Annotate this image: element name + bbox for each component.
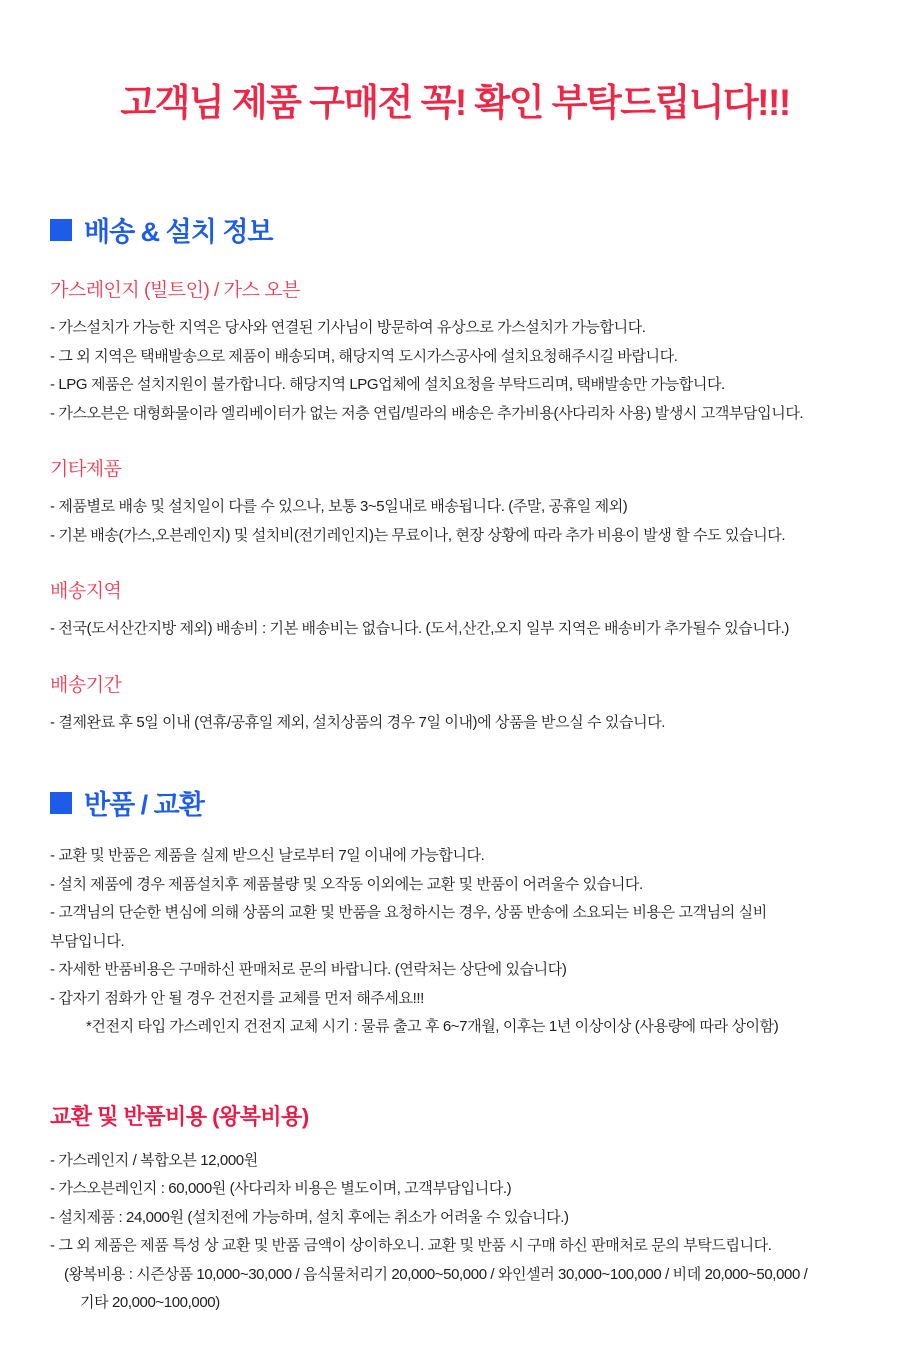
cost-line-roundtrip-continuation: 기타 20,000~100,000) [80, 1294, 220, 1311]
gas-range-lines [50, 314, 860, 428]
subheading-delivery-area: 배송지역 [50, 581, 122, 602]
delivery-area-lines [50, 615, 860, 644]
info-line: - 기본 배송(가스,오븐레인지) 및 설치비(전기레인지)는 무료이나, 현장 상황에 따라 추가 비용이 발생 할 수도 있습니다. [50, 526, 786, 544]
battery-note-line: *건전지 타입 가스레인지 건전지 교체 시기 : 물류 출고 후 6~7개월, 이후는 1년 이상이상 (사용량에 따라 상이함) [86, 1018, 779, 1035]
cost-line: - 가스레인지 / 복합오븐 12,000원 [50, 1151, 258, 1169]
section-heading-shipping-label: 배송 & 설치 정보 [84, 217, 273, 247]
info-line: - 갑자기 점화가 안 될 경우 건전지를 교체를 먼저 해주세요!!! [50, 989, 424, 1007]
info-line: - LPG 제품은 설치지원이 불가합니다. 해당지역 LPG업체에 설치요청을 부탁드리며, 택배발송만 가능합니다. [50, 376, 725, 393]
info-line: - 제품별로 배송 및 설치일이 다를 수 있으나, 보통 3~5일내로 배송됩니다. (주말, 공휴일 제외) [50, 498, 628, 515]
other-products-lines [50, 493, 860, 550]
info-line: - 자세한 반품비용은 구매하신 판매처로 문의 바랍니다. (연락처는 상단에 있습니다) [50, 961, 567, 978]
blue-square-bullet-icon [50, 792, 72, 814]
info-line: - 그 외 지역은 택배발송으로 제품이 배송되며, 해당지역 도시가스공사에 설치요청해주시길 바랍니다. [50, 347, 678, 365]
info-line: - 결제완료 후 5일 이내 (연휴/공휴일 제외, 설치상품의 경우 7일 이내)에 상품을 받으실 수 있습니다. [50, 713, 666, 731]
subheading-gas-range: 가스레인지 (빌트인) / 가스 오븐 [50, 280, 300, 301]
subheading-delivery-period: 배송기간 [50, 674, 122, 696]
cost-line: - 가스오븐레인지 : 60,000원 (사다리차 비용은 별도이며, 고객부담입니다.) [50, 1180, 512, 1197]
info-line: - 고객님의 단순한 변심에 의해 상품의 교환 및 반품을 요청하시는 경우, 상품 반송에 소요되는 비용은 고객님의 실비 [50, 904, 767, 921]
costs-lines [50, 1147, 860, 1318]
section-heading-returns-label: 반품 / 교환 [84, 790, 204, 820]
delivery-period-lines [50, 709, 860, 738]
info-line: - 설치 제품에 경우 제품설치후 제품불량 및 오작동 이외에는 교환 및 반품이 어려울수 있습니다. [50, 875, 643, 893]
page-title: 고객님 제품 구매전 꼭! 확인 부탁드립니다!!! [120, 82, 790, 123]
info-line: - 가스오븐은 대형화물이라 엘리베이터가 없는 저층 연립/빌라의 배송은 추가비용(사다리차 사용) 발생시 고객부담입니다. [50, 404, 804, 422]
cost-line: - 설치제품 : 24,000원 (설치전에 가능하며, 설치 후에는 취소가 어려울 수 있습니다.) [50, 1208, 569, 1226]
section-heading-shipping [50, 210, 860, 249]
cost-line: - 그 외 제품은 제품 특성 상 교환 및 반품 금액이 상이하오니. 교환 및 반품 시 구매 하신 판매처로 문의 부탁드립니다. [50, 1237, 772, 1254]
returns-lines [50, 842, 860, 1042]
section-heading-returns [50, 783, 860, 822]
subheading-other-products: 기타제품 [50, 459, 122, 480]
section-heading-costs: 교환 및 반품비용 (왕복비용) [50, 1103, 309, 1129]
info-line-continuation: 부담입니다. [50, 932, 125, 950]
info-line: - 교환 및 반품은 제품을 실제 받으신 날로부터 7일 이내에 가능합니다. [50, 847, 485, 864]
info-line: - 가스설치가 가능한 지역은 당사와 연결된 기사님이 방문하여 유상으로 가스설치가 가능합니다. [50, 319, 646, 336]
cost-line-roundtrip: (왕복비용 : 시즌상품 10,000~30,000 / 음식물처리기 20,000~50,000 / 와인셀러 30,000~100,000 / 비데 20,000~50,000 / [64, 1265, 808, 1283]
info-line: - 전국(도서산간지방 제외) 배송비 : 기본 배송비는 없습니다. (도서,산간,오지 일부 지역은 배송비가 추가될수 있습니다.) [50, 620, 789, 637]
blue-square-bullet-icon [50, 219, 72, 241]
